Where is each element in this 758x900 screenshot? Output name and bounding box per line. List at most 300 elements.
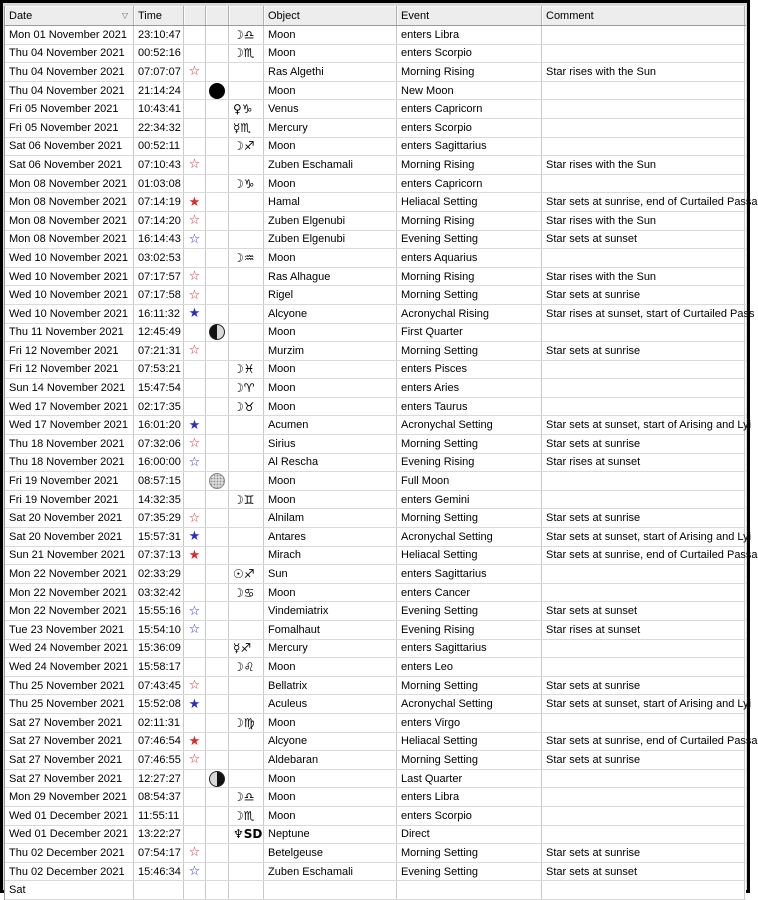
red-outline-star-icon: ☆ [188, 287, 201, 303]
full-moon-icon [209, 473, 225, 489]
comment-cell: Star sets at sunrise [542, 751, 745, 769]
symbol-cell: ♆SD [229, 826, 264, 844]
time-cell: 15:47:54 [134, 379, 184, 397]
time-cell: 13:22:27 [134, 826, 184, 844]
object-cell: Moon [264, 788, 397, 806]
table-row[interactable] [5, 863, 746, 882]
comment-cell [542, 138, 745, 156]
time-cell: 15:36:09 [134, 640, 184, 658]
star-cell [184, 733, 206, 751]
comment-cell: Star rises at sunset [542, 454, 745, 472]
object-cell: Moon [264, 472, 397, 490]
star-cell [184, 324, 206, 342]
table-row[interactable] [5, 26, 746, 45]
symbol-cell [229, 416, 264, 434]
time-cell: 03:02:53 [134, 249, 184, 267]
phase-cell [206, 881, 229, 899]
time-cell: 15:55:16 [134, 602, 184, 620]
phase-cell [206, 695, 229, 713]
table-viewport [3, 3, 758, 897]
comment-cell [542, 788, 745, 806]
table-row[interactable] [5, 249, 746, 268]
column-header-time[interactable] [134, 6, 184, 25]
symbol-cell: ♀♑ [229, 100, 264, 118]
comment-cell [542, 398, 745, 416]
table-row[interactable] [5, 770, 746, 789]
event-cell: Last Quarter [397, 770, 542, 788]
table-row[interactable] [5, 547, 758, 566]
object-cell: Moon [264, 138, 397, 156]
events-table [4, 6, 758, 900]
time-cell: 00:52:16 [134, 45, 184, 63]
date-cell: Fri 12 November 2021 [5, 361, 134, 379]
blue-outline-star-icon: ☆ [188, 864, 201, 880]
comment-cell: Star sets at sunrise, end of Curtailed Passa [542, 193, 745, 211]
table-row[interactable] [5, 63, 746, 82]
table-row[interactable] [5, 212, 746, 231]
phase-cell [206, 435, 229, 453]
table-row[interactable] [5, 268, 746, 287]
phase-cell [206, 82, 229, 100]
time-cell: 07:46:54 [134, 733, 184, 751]
star-cell [184, 528, 206, 546]
table-row[interactable] [5, 695, 752, 714]
star-cell [184, 491, 206, 509]
comment-cell: Star sets at sunset [542, 231, 745, 249]
red-outline-star-icon: ☆ [188, 213, 201, 229]
table-row[interactable] [5, 379, 746, 398]
column-header-time-label: Time [138, 9, 163, 22]
table-row[interactable] [5, 119, 746, 138]
star-cell [184, 379, 206, 397]
event-cell: enters Taurus [397, 398, 542, 416]
object-cell: Zuben Eschamali [264, 863, 397, 881]
comment-cell: Star sets at sunrise [542, 286, 745, 304]
event-cell: Evening Setting [397, 602, 542, 620]
symbol-cell [229, 454, 264, 472]
event-cell: enters Sagittarius [397, 640, 542, 658]
time-cell: 07:14:20 [134, 212, 184, 230]
date-cell: Thu 02 December 2021 [5, 844, 134, 862]
time-cell: 12:45:49 [134, 324, 184, 342]
symbol-cell [229, 212, 264, 230]
time-cell: 22:34:32 [134, 119, 184, 137]
event-cell: Evening Rising [397, 621, 542, 639]
time-cell: 07:10:43 [134, 156, 184, 174]
table-row[interactable] [5, 324, 746, 343]
event-cell: Morning Setting [397, 677, 542, 695]
phase-cell [206, 770, 229, 788]
phase-cell [206, 156, 229, 174]
phase-cell [206, 268, 229, 286]
table-row[interactable] [5, 361, 746, 380]
phase-cell [206, 175, 229, 193]
object-cell: Betelgeuse [264, 844, 397, 862]
phase-cell [206, 193, 229, 211]
table-row[interactable] [5, 528, 752, 547]
phase-cell [206, 119, 229, 137]
event-cell: enters Sagittarius [397, 565, 542, 583]
symbol-cell [229, 156, 264, 174]
red-filled-star-icon: ★ [188, 547, 201, 563]
event-cell: Morning Setting [397, 435, 542, 453]
date-cell: Thu 25 November 2021 [5, 677, 134, 695]
table-row[interactable] [5, 826, 746, 845]
symbol-cell: ☿♏ [229, 119, 264, 137]
symbol-cell [229, 82, 264, 100]
comment-cell [542, 249, 745, 267]
star-cell [184, 509, 206, 527]
table-body [5, 26, 758, 900]
object-cell: Sun [264, 565, 397, 583]
event-cell: Morning Rising [397, 212, 542, 230]
time-cell: 12:27:27 [134, 770, 184, 788]
date-cell: Wed 24 November 2021 [5, 658, 134, 676]
column-header-comment[interactable] [542, 6, 745, 25]
object-cell: Sirius [264, 435, 397, 453]
event-cell: Morning Setting [397, 286, 542, 304]
comment-cell: Star sets at sunrise [542, 342, 745, 360]
object-cell: Moon [264, 82, 397, 100]
object-cell: Alcyone [264, 305, 397, 323]
event-cell: Evening Setting [397, 231, 542, 249]
object-cell: Murzim [264, 342, 397, 360]
column-header-object[interactable] [264, 6, 397, 25]
phase-cell [206, 138, 229, 156]
object-cell: Moon [264, 26, 397, 44]
time-cell: 02:33:29 [134, 565, 184, 583]
symbol-cell: ☽♍ [229, 714, 264, 732]
star-cell [184, 361, 206, 379]
star-cell [184, 807, 206, 825]
phase-cell [206, 658, 229, 676]
object-cell: Vindemiatrix [264, 602, 397, 620]
new-moon-icon [209, 83, 225, 99]
star-cell [184, 844, 206, 862]
time-cell: 07:54:17 [134, 844, 184, 862]
star-cell [184, 100, 206, 118]
star-cell [184, 342, 206, 360]
time-cell: 14:32:35 [134, 491, 184, 509]
table-row[interactable] [5, 751, 746, 770]
time-cell: 07:35:29 [134, 509, 184, 527]
table-row[interactable] [5, 435, 746, 454]
sort-indicator-icon: ▽ [121, 11, 128, 20]
table-row[interactable] [5, 584, 746, 603]
column-header-date-label: Date [9, 9, 33, 22]
symbol-cell [229, 602, 264, 620]
event-cell: enters Sagittarius [397, 138, 542, 156]
star-cell [184, 640, 206, 658]
time-cell: 23:10:47 [134, 26, 184, 44]
event-cell: Morning Setting [397, 751, 542, 769]
object-cell: Venus [264, 100, 397, 118]
star-cell [184, 658, 206, 676]
time-cell: 07:37:13 [134, 547, 184, 565]
symbol-cell [229, 63, 264, 81]
event-cell: enters Cancer [397, 584, 542, 602]
object-cell: Antares [264, 528, 397, 546]
event-cell: Morning Setting [397, 342, 542, 360]
time-cell: 07:21:31 [134, 342, 184, 360]
table-row[interactable] [5, 714, 746, 733]
time-cell: 07:07:07 [134, 63, 184, 81]
star-cell [184, 398, 206, 416]
object-cell: Moon [264, 379, 397, 397]
object-cell: Moon [264, 45, 397, 63]
symbol-cell: ☿♐ [229, 640, 264, 658]
time-cell: 07:17:57 [134, 268, 184, 286]
star-cell [184, 584, 206, 602]
phase-cell [206, 602, 229, 620]
event-cell: Acronychal Setting [397, 416, 542, 434]
symbol-cell [229, 268, 264, 286]
table-row[interactable] [5, 193, 758, 212]
symbol-cell [229, 509, 264, 527]
table-row[interactable] [5, 138, 746, 157]
symbol-cell [229, 695, 264, 713]
first-quarter-moon-icon [209, 324, 225, 340]
object-cell: Alcyone [264, 733, 397, 751]
date-cell: Thu 04 November 2021 [5, 63, 134, 81]
table-row[interactable] [5, 175, 746, 194]
event-cell: Acronychal Setting [397, 528, 542, 546]
table-row[interactable] [5, 82, 746, 101]
table-row[interactable] [5, 881, 746, 900]
event-cell: enters Libra [397, 788, 542, 806]
object-cell: Mercury [264, 119, 397, 137]
date-cell: Tue 23 November 2021 [5, 621, 134, 639]
column-header-symbol[interactable] [229, 6, 264, 25]
comment-cell [542, 175, 745, 193]
object-cell: Fomalhaut [264, 621, 397, 639]
star-cell [184, 788, 206, 806]
comment-cell: Star rises at sunset, start of Curtailed Pass [542, 305, 745, 323]
red-outline-star-icon: ☆ [188, 678, 201, 694]
star-cell [184, 714, 206, 732]
date-cell: Thu 04 November 2021 [5, 82, 134, 100]
date-cell: Wed 10 November 2021 [5, 249, 134, 267]
table-header [5, 6, 746, 26]
table-row[interactable] [5, 100, 746, 119]
phase-cell [206, 733, 229, 751]
table-row[interactable] [5, 156, 746, 175]
column-header-comment-label: Comment [546, 9, 594, 22]
time-cell: 07:43:45 [134, 677, 184, 695]
date-cell: Sun 14 November 2021 [5, 379, 134, 397]
object-cell: Aculeus [264, 695, 397, 713]
table-row[interactable] [5, 472, 746, 491]
comment-cell [542, 826, 745, 844]
time-cell: 15:57:31 [134, 528, 184, 546]
column-header-star[interactable] [184, 6, 206, 25]
table-row[interactable] [5, 45, 746, 64]
phase-cell [206, 491, 229, 509]
object-cell: Mercury [264, 640, 397, 658]
object-cell: Moon [264, 175, 397, 193]
symbol-cell [229, 305, 264, 323]
phase-cell [206, 26, 229, 44]
phase-cell [206, 416, 229, 434]
symbol-cell: ☽♊ [229, 491, 264, 509]
event-cell: Full Moon [397, 472, 542, 490]
date-cell: Wed 01 December 2021 [5, 807, 134, 825]
phase-cell [206, 714, 229, 732]
comment-cell [542, 770, 745, 788]
table-row[interactable] [5, 733, 758, 752]
star-cell [184, 547, 206, 565]
star-cell [184, 602, 206, 620]
event-cell: Morning Setting [397, 509, 542, 527]
table-row[interactable] [5, 677, 746, 696]
phase-cell [206, 286, 229, 304]
table-row[interactable] [5, 509, 746, 528]
event-cell: enters Scorpio [397, 807, 542, 825]
object-cell: Al Rescha [264, 454, 397, 472]
red-outline-star-icon: ☆ [188, 752, 201, 768]
symbol-cell [229, 193, 264, 211]
date-cell: Sat 06 November 2021 [5, 138, 134, 156]
star-cell [184, 863, 206, 881]
table-row[interactable] [5, 807, 746, 826]
object-cell: Bellatrix [264, 677, 397, 695]
symbol-cell: ☽♏ [229, 45, 264, 63]
phase-cell [206, 640, 229, 658]
object-cell: Moon [264, 324, 397, 342]
star-cell [184, 156, 206, 174]
phase-cell [206, 63, 229, 81]
symbol-cell [229, 677, 264, 695]
table-row[interactable] [5, 621, 746, 640]
date-cell: Fri 19 November 2021 [5, 472, 134, 490]
table-row[interactable] [5, 231, 746, 250]
red-outline-star-icon: ☆ [188, 64, 201, 80]
symbol-cell [229, 231, 264, 249]
table-row[interactable] [5, 491, 746, 510]
blue-outline-star-icon: ☆ [188, 622, 201, 638]
star-cell [184, 472, 206, 490]
object-cell: Ras Algethi [264, 63, 397, 81]
symbol-cell: ☽♑ [229, 175, 264, 193]
time-cell: 02:11:31 [134, 714, 184, 732]
time-cell: 16:00:00 [134, 454, 184, 472]
event-cell: enters Capricorn [397, 100, 542, 118]
star-cell [184, 26, 206, 44]
comment-cell [542, 640, 745, 658]
symbol-cell: ☽♎ [229, 788, 264, 806]
symbol-cell: ☽♓ [229, 361, 264, 379]
red-filled-star-icon: ★ [188, 733, 201, 749]
symbol-cell: ☽♎ [229, 26, 264, 44]
comment-cell: Star rises at sunset [542, 621, 745, 639]
star-cell [184, 175, 206, 193]
date-cell: Fri 05 November 2021 [5, 100, 134, 118]
comment-cell: Star rises with the Sun [542, 268, 745, 286]
comment-cell [542, 565, 745, 583]
time-cell: 02:17:35 [134, 398, 184, 416]
blue-filled-star-icon: ★ [188, 529, 201, 545]
event-cell: enters Aries [397, 379, 542, 397]
phase-cell [206, 807, 229, 825]
phase-cell [206, 231, 229, 249]
star-cell [184, 751, 206, 769]
object-cell: Alnilam [264, 509, 397, 527]
date-cell: Sat [5, 881, 134, 899]
table-row[interactable] [5, 454, 746, 473]
date-cell: Thu 18 November 2021 [5, 435, 134, 453]
star-cell [184, 82, 206, 100]
event-cell: Morning Rising [397, 268, 542, 286]
object-cell: Moon [264, 584, 397, 602]
red-filled-star-icon: ★ [188, 194, 201, 210]
object-cell: Zuben Elgenubi [264, 212, 397, 230]
symbol-cell [229, 733, 264, 751]
column-header-object-label: Object [268, 9, 300, 22]
date-cell: Thu 04 November 2021 [5, 45, 134, 63]
event-cell: Heliacal Setting [397, 547, 542, 565]
event-cell: Heliacal Setting [397, 193, 542, 211]
object-cell: Acumen [264, 416, 397, 434]
symbol-cell [229, 342, 264, 360]
phase-cell [206, 788, 229, 806]
table-row[interactable] [5, 640, 746, 659]
table-row[interactable] [5, 658, 746, 677]
date-cell: Mon 08 November 2021 [5, 193, 134, 211]
comment-cell: Star rises with the Sun [542, 63, 745, 81]
comment-cell: Star sets at sunrise [542, 844, 745, 862]
event-cell: enters Scorpio [397, 119, 542, 137]
table-row[interactable] [5, 416, 752, 435]
column-header-phase[interactable] [206, 6, 229, 25]
comment-cell [542, 82, 745, 100]
red-outline-star-icon: ☆ [188, 157, 201, 173]
date-cell: Mon 01 November 2021 [5, 26, 134, 44]
symbol-cell [229, 528, 264, 546]
time-cell: 15:52:08 [134, 695, 184, 713]
table-row[interactable] [5, 788, 746, 807]
object-cell: Moon [264, 491, 397, 509]
phase-cell [206, 863, 229, 881]
star-cell [184, 435, 206, 453]
event-cell: enters Scorpio [397, 45, 542, 63]
event-cell: Morning Setting [397, 844, 542, 862]
object-cell: Moon [264, 249, 397, 267]
table-row[interactable] [5, 286, 746, 305]
symbol-cell: ☽♈ [229, 379, 264, 397]
column-header-date[interactable] [5, 6, 134, 25]
comment-cell [542, 26, 745, 44]
blue-filled-star-icon: ★ [188, 696, 201, 712]
column-header-event[interactable] [397, 6, 542, 25]
event-cell: Heliacal Setting [397, 733, 542, 751]
object-cell: Ras Alhague [264, 268, 397, 286]
table-row[interactable] [5, 342, 746, 361]
event-cell: enters Gemini [397, 491, 542, 509]
date-cell: Mon 08 November 2021 [5, 175, 134, 193]
comment-cell [542, 714, 745, 732]
date-cell: Wed 10 November 2021 [5, 305, 134, 323]
red-outline-star-icon: ☆ [188, 845, 201, 861]
table-row[interactable] [5, 398, 746, 417]
comment-cell [542, 45, 745, 63]
table-row[interactable] [5, 844, 746, 863]
table-row[interactable] [5, 565, 746, 584]
table-row[interactable] [5, 305, 755, 324]
table-row[interactable] [5, 602, 746, 621]
object-cell: Aldebaran [264, 751, 397, 769]
comment-cell: Star sets at sunset, start of Arising and Lyi [542, 528, 745, 546]
comment-cell: Star sets at sunrise, end of Curtailed Passa [542, 547, 745, 565]
